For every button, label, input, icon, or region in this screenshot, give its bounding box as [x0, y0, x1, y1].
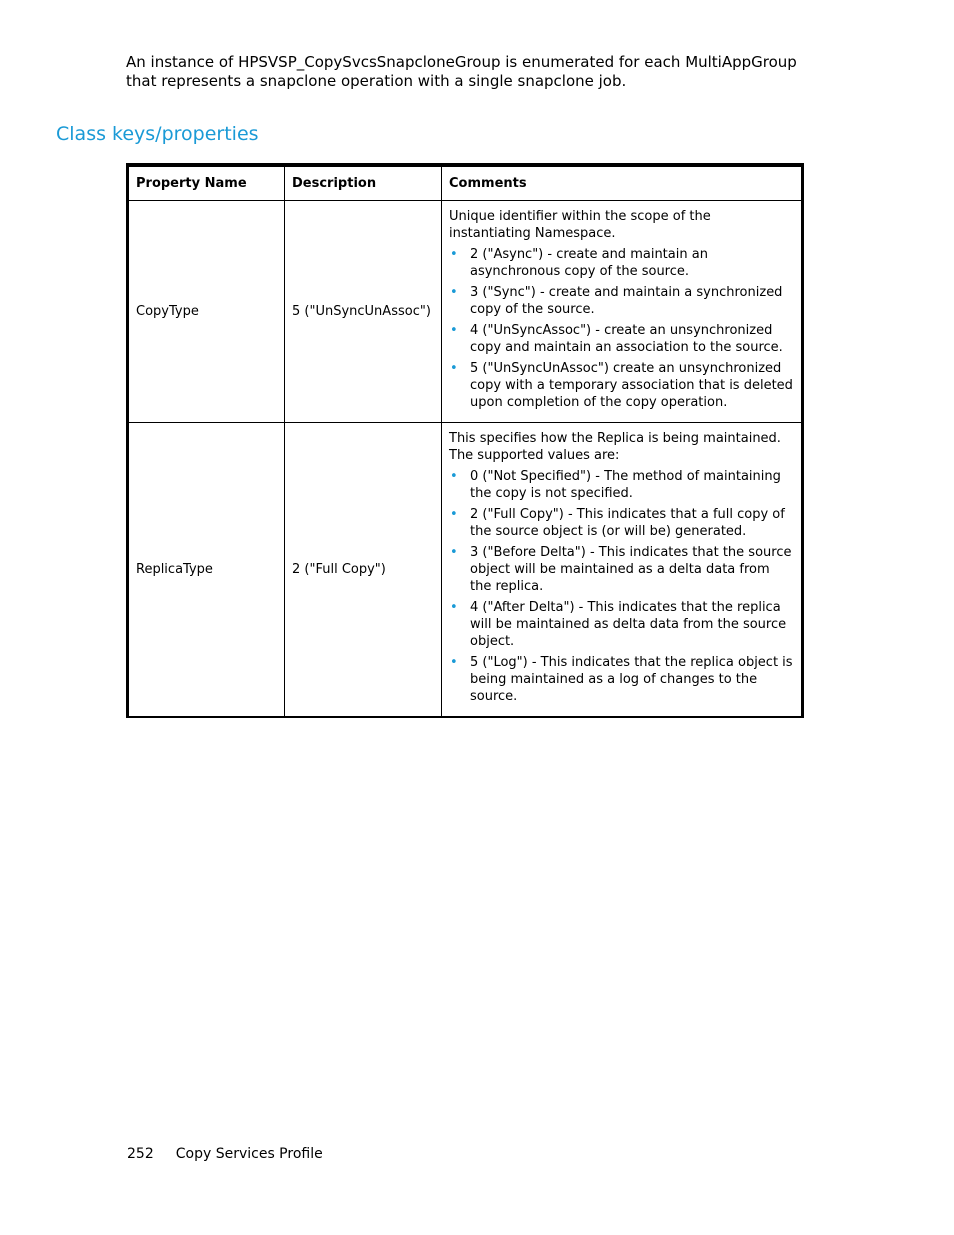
header-comments: Comments: [442, 165, 803, 201]
list-item: • 2 ("Full Copy") - This indicates that a full copy of the source object is (or will be) generated.: [449, 506, 795, 540]
list-item: • 3 ("Before Delta") - This indicates that the source object will be maintained as a delta data from the replica.: [449, 544, 795, 595]
page-footer: [127, 1145, 323, 1163]
list-item: • 5 ("Log") - This indicates that the replica object is being maintained as a log of changes to the source.: [449, 654, 795, 705]
page-number: 252: [127, 1146, 154, 1162]
footer-section-title: Copy Services Profile: [175, 1146, 323, 1162]
list-item: • 0 ("Not Specified") - The method of maintaining the copy is not specified.: [449, 468, 795, 502]
comments-cell: [442, 201, 803, 423]
table-row: [128, 423, 803, 718]
table-row: [128, 201, 803, 423]
class-properties-table: [126, 163, 804, 718]
list-item: • 3 ("Sync") - create and maintain a synchronized copy of the source.: [449, 284, 795, 318]
list-item: • 2 ("Async") - create and maintain an asynchronous copy of the source.: [449, 246, 795, 280]
description-cell: 5 ("UnSyncUnAssoc"): [285, 201, 442, 423]
list-item: • 4 ("UnSyncAssoc") - create an unsynchronized copy and maintain an association to the source.: [449, 322, 795, 356]
comment-intro: This specifies how the Replica is being maintained. The supported values are:: [449, 431, 781, 463]
list-item: • 4 ("After Delta") - This indicates that the replica will be maintained as delta data from the source object.: [449, 599, 795, 650]
table-header-row: [128, 165, 803, 201]
property-name-cell: CopyType: [128, 201, 285, 423]
comments-cell: [442, 423, 803, 718]
comment-bullet-list: [449, 468, 795, 705]
header-description: Description: [285, 165, 442, 201]
property-name-cell: ReplicaType: [128, 423, 285, 718]
description-cell: 2 ("Full Copy"): [285, 423, 442, 718]
intro-paragraph: An instance of HPSVSP_CopySvcsSnapcloneGroup is enumerated for each MultiAppGroup that represents a snapclone operation with a single snapclone job.: [126, 53, 797, 90]
header-property-name: Property Name: [128, 165, 285, 201]
section-heading: Class keys/properties: [56, 123, 259, 145]
comment-bullet-list: [449, 246, 795, 411]
comment-intro: Unique identifier within the scope of the instantiating Namespace.: [449, 209, 711, 241]
list-item: • 5 ("UnSyncUnAssoc") create an unsynchronized copy with a temporary association that is deleted upon completion of the copy operation.: [449, 360, 795, 411]
